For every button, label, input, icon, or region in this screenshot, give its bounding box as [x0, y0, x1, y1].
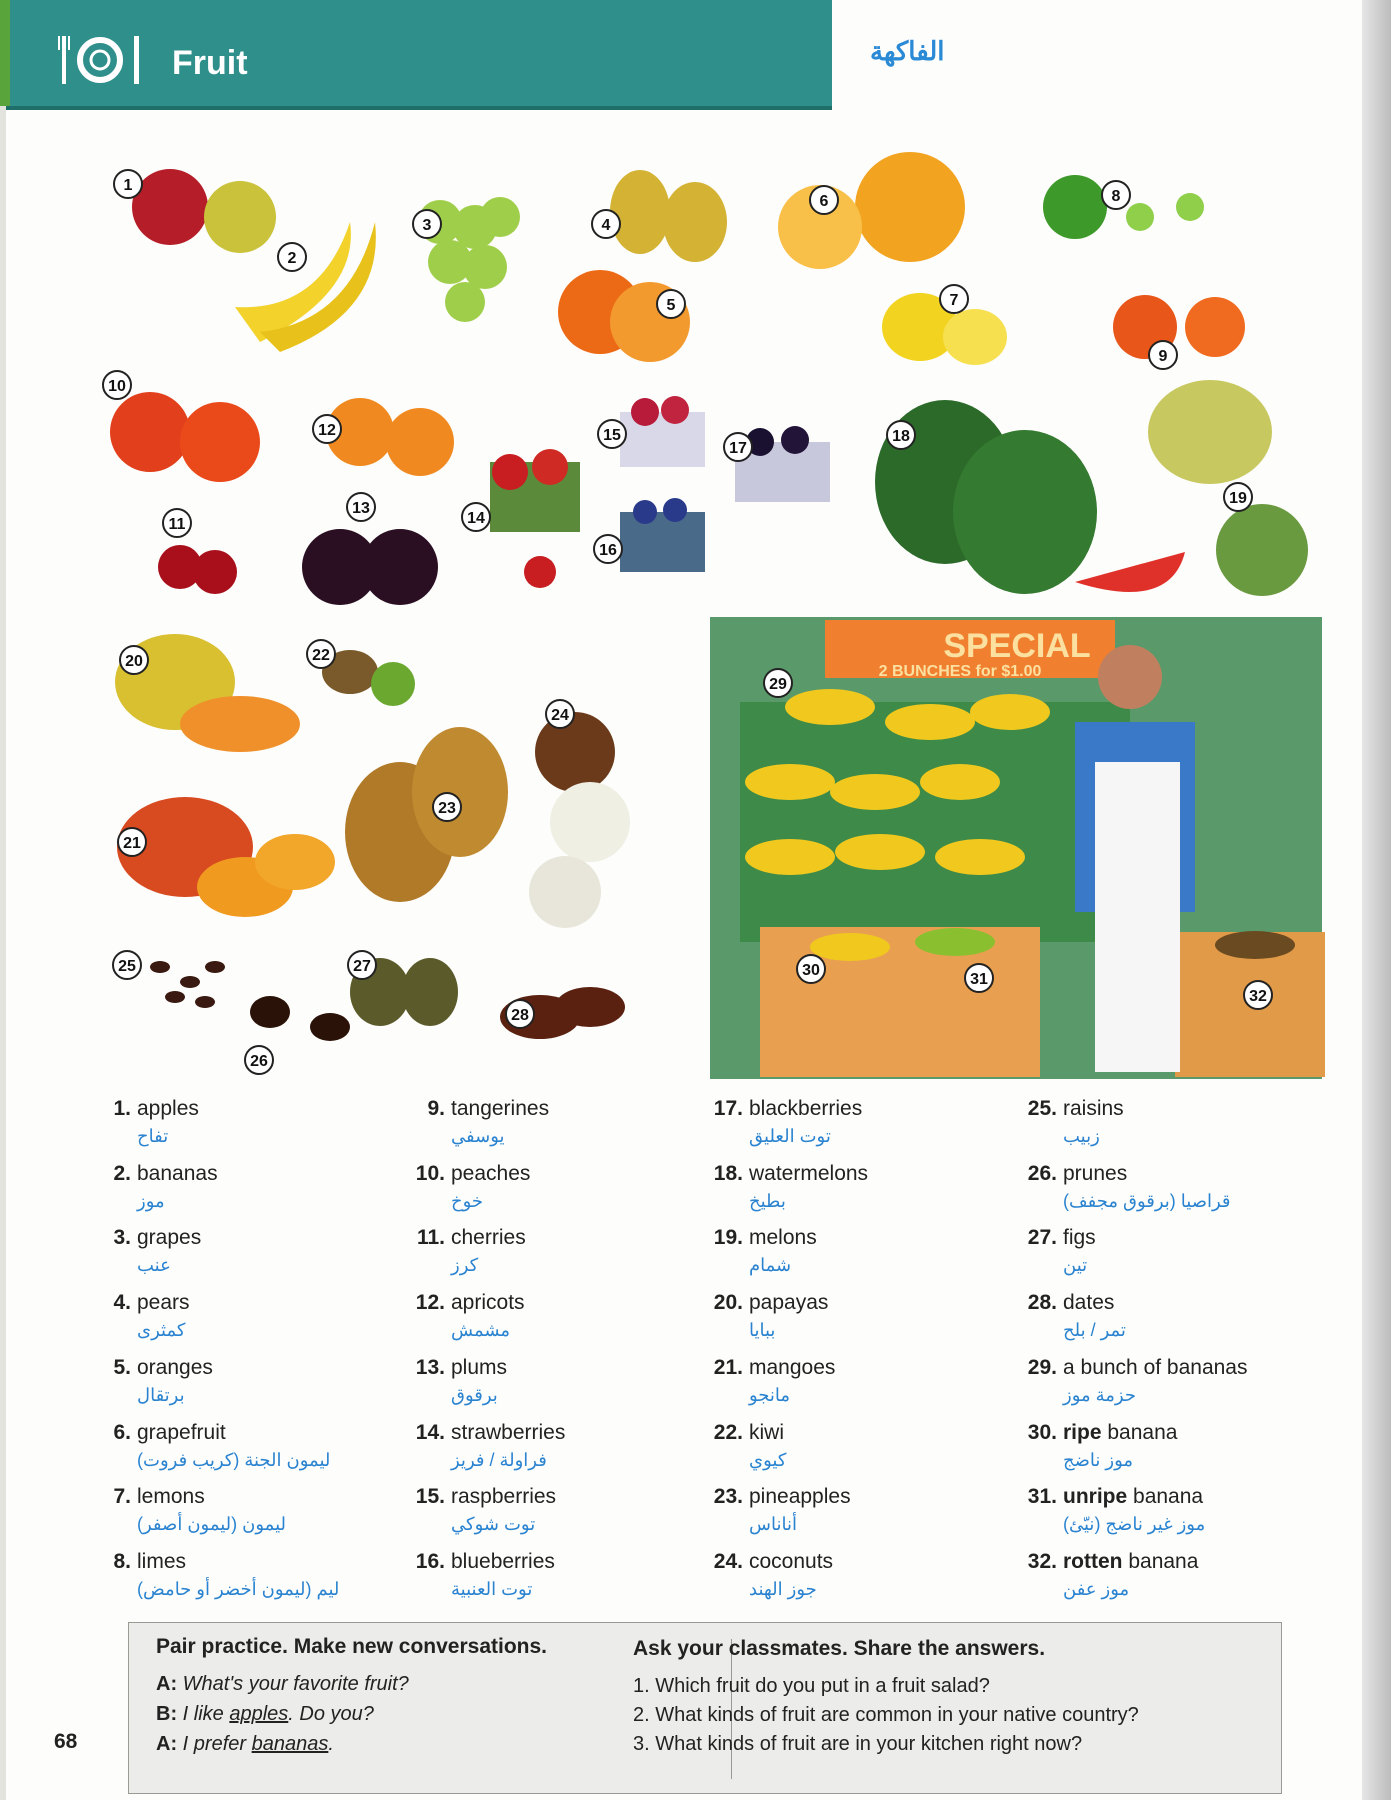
svg-text:20: 20 [125, 653, 143, 670]
mangoes-illustration [117, 797, 335, 917]
svg-text:16: 16 [599, 542, 617, 559]
word-english: banana [1107, 1420, 1178, 1444]
word-arabic: مشمش [451, 1320, 511, 1341]
grapefruit-illustration [778, 152, 965, 269]
word-arabic: ليمون (ليمون أصفر) [137, 1514, 286, 1535]
word-english: oranges [137, 1355, 213, 1379]
word-english: peaches [451, 1161, 531, 1185]
svg-text:23: 23 [438, 800, 456, 817]
word-number: 26. [1027, 1161, 1057, 1185]
word-arabic: توت العنبية [451, 1578, 533, 1599]
word-number: 13. [415, 1355, 445, 1379]
svg-text:29: 29 [769, 676, 787, 693]
word-arabic: برتقال [137, 1384, 185, 1405]
svg-text:9: 9 [1158, 348, 1168, 365]
word-english: blueberries [451, 1549, 555, 1573]
word-item [710, 1420, 786, 1473]
word-adjective: rotten [1063, 1549, 1123, 1573]
word-number: 29. [1027, 1355, 1057, 1379]
market-scene [710, 617, 1325, 1079]
word-arabic: حزمة موز [1063, 1384, 1136, 1405]
word-number: 23. [713, 1485, 743, 1509]
word-english: lemons [137, 1485, 205, 1509]
svg-text:4: 4 [601, 217, 611, 234]
dialog-line-a2: A: I prefer bananas. [156, 1733, 334, 1755]
word-arabic: تفاح [137, 1126, 169, 1146]
svg-text:7: 7 [949, 292, 959, 309]
word-item [412, 1355, 507, 1408]
word-number: 27. [1027, 1226, 1057, 1250]
word-item [98, 1290, 190, 1343]
word-number: 11. [416, 1226, 445, 1250]
word-english: melons [749, 1226, 817, 1250]
page-title: Fruit [172, 44, 248, 82]
raisins-illustration [150, 961, 225, 1008]
strawberries-illustration [490, 449, 580, 588]
word-item [412, 1225, 526, 1278]
word-english: a bunch of bananas [1063, 1355, 1248, 1379]
svg-text:13: 13 [352, 500, 370, 517]
word-item [710, 1290, 828, 1343]
svg-text:30: 30 [802, 962, 820, 979]
word-number: 21. [713, 1355, 743, 1379]
word-item [1024, 1420, 1177, 1473]
word-item [412, 1420, 565, 1473]
word-arabic: عنب [137, 1255, 171, 1276]
word-english: raspberries [451, 1485, 557, 1509]
word-english: figs [1063, 1226, 1096, 1250]
plums-illustration [302, 529, 438, 605]
word-arabic: موز [137, 1190, 165, 1211]
page-number: 68 [54, 1730, 78, 1753]
word-arabic: أناناس [749, 1514, 797, 1535]
svg-text:10: 10 [108, 378, 126, 395]
word-item [412, 1549, 555, 1602]
word-adjective: unripe [1063, 1485, 1128, 1509]
svg-text:19: 19 [1229, 490, 1247, 507]
svg-text:14: 14 [467, 510, 485, 527]
prunes-illustration [250, 996, 350, 1041]
word-item [710, 1161, 868, 1214]
word-item [98, 1484, 286, 1537]
word-item [1024, 1355, 1248, 1408]
word-number: 20. [713, 1291, 743, 1315]
tangerines-illustration [1113, 295, 1245, 359]
word-arabic: قراصيا (برقوق مجفف) [1063, 1190, 1231, 1211]
svg-text:32: 32 [1249, 988, 1267, 1005]
word-english: mangoes [749, 1355, 836, 1379]
word-item [98, 1420, 330, 1473]
ask-question-2: 2. What kinds of fruit are common in your native country? [633, 1704, 1139, 1726]
word-arabic: توت العليق [749, 1126, 831, 1146]
ask-question-3: 3. What kinds of fruit are in your kitchen right now? [633, 1733, 1083, 1755]
kiwi-illustration [322, 650, 415, 706]
word-item [98, 1096, 199, 1149]
word-item [412, 1484, 556, 1537]
word-arabic: مانجو [749, 1384, 791, 1405]
word-number: 4. [113, 1291, 131, 1315]
word-english: tangerines [451, 1097, 550, 1120]
word-number: 18. [713, 1161, 743, 1185]
word-arabic: ليمون الجنة (كريب فروت) [137, 1449, 331, 1470]
word-english: raisins [1063, 1097, 1124, 1120]
word-english: papayas [749, 1291, 829, 1315]
svg-text:27: 27 [353, 958, 371, 975]
word-item [412, 1096, 549, 1149]
dialog-line-b: B: I like apples. Do you? [156, 1703, 374, 1725]
crate-left [760, 927, 1040, 1077]
word-arabic: برقوق [451, 1384, 498, 1405]
ask-heading: Ask your classmates. Share the answers. [633, 1637, 1046, 1660]
word-number: 15. [415, 1485, 445, 1509]
fruit-illustration [0, 112, 1391, 1092]
word-item [1024, 1484, 1205, 1537]
word-number: 17. [713, 1097, 743, 1120]
practice-box [128, 1622, 1282, 1794]
word-number: 10. [415, 1161, 445, 1185]
ask-question-1: 1. Which fruit do you put in a fruit salad? [633, 1675, 990, 1697]
coconuts-illustration [529, 712, 630, 928]
svg-text:3: 3 [422, 217, 432, 234]
word-english: banana [1133, 1485, 1204, 1509]
word-arabic: موز ناضج [1063, 1449, 1134, 1470]
peaches-illustration [110, 392, 260, 482]
word-english: cherries [451, 1226, 526, 1250]
word-english: coconuts [749, 1549, 834, 1573]
word-english: dates [1063, 1291, 1115, 1315]
svg-text:1: 1 [123, 177, 133, 194]
blueberries-illustration [620, 498, 705, 572]
word-english: limes [137, 1549, 187, 1573]
word-number: 9. [427, 1097, 445, 1120]
word-arabic: موز غير ناضج (نيّئ) [1063, 1514, 1206, 1535]
header-bar [0, 0, 832, 110]
word-number: 7. [113, 1485, 131, 1509]
word-english: plums [451, 1355, 508, 1379]
word-english: bananas [137, 1161, 218, 1185]
word-english: watermelons [749, 1161, 869, 1185]
page-title-arabic: الفاكهة [870, 36, 945, 66]
word-arabic: بطيخ [749, 1190, 786, 1211]
plate-utensils-icon [58, 34, 148, 86]
svg-text:2: 2 [287, 250, 297, 267]
word-arabic: ليم (ليمون أخضر أو حامض) [137, 1578, 340, 1599]
svg-text:25: 25 [118, 958, 136, 975]
pineapples-illustration [345, 727, 508, 902]
svg-text:5: 5 [666, 297, 676, 314]
watermelons-illustration [875, 400, 1185, 594]
word-arabic: موز عفن [1063, 1578, 1130, 1599]
svg-text:12: 12 [318, 422, 336, 439]
sign-offer: 2 BUNCHES for $1.00 [878, 663, 1042, 680]
word-item [1024, 1161, 1231, 1214]
word-item [710, 1549, 833, 1602]
word-english: banana [1128, 1549, 1199, 1573]
word-arabic: زبيب [1063, 1126, 1100, 1146]
word-number: 25. [1027, 1097, 1057, 1120]
word-number: 28. [1027, 1291, 1057, 1315]
word-number: 30. [1027, 1420, 1057, 1444]
svg-text:24: 24 [551, 707, 569, 724]
word-english: pears [137, 1291, 190, 1315]
pair-practice-heading: Pair practice. Make new conversations. [156, 1635, 548, 1658]
apples-illustration [132, 169, 276, 253]
sign-special: SPECIAL [943, 627, 1091, 665]
word-item [710, 1355, 835, 1408]
word-arabic: شمام [749, 1255, 792, 1276]
word-adjective: ripe [1063, 1420, 1102, 1444]
pears-illustration [610, 170, 727, 262]
word-arabic: خوخ [451, 1190, 484, 1211]
word-english: prunes [1063, 1161, 1128, 1185]
word-number: 5. [113, 1355, 131, 1379]
word-arabic: كمثرى [137, 1320, 186, 1341]
word-number: 14. [415, 1420, 445, 1444]
dialog-line-a1: A: What's your favorite fruit? [156, 1673, 409, 1695]
word-number: 19. [713, 1226, 743, 1250]
svg-text:17: 17 [729, 440, 747, 457]
svg-text:8: 8 [1111, 188, 1121, 205]
word-english: grapes [137, 1226, 202, 1250]
word-arabic: ببايا [749, 1320, 776, 1341]
svg-text:18: 18 [892, 428, 910, 445]
word-item [710, 1484, 851, 1537]
svg-text:22: 22 [312, 647, 330, 664]
word-item [1024, 1290, 1126, 1343]
word-number: 1. [113, 1097, 131, 1120]
svg-text:26: 26 [250, 1053, 268, 1070]
word-number: 16. [415, 1549, 445, 1573]
word-english: pineapples [749, 1485, 851, 1509]
word-english: strawberries [451, 1420, 566, 1444]
word-arabic: جوز الهند [749, 1578, 817, 1599]
svg-text:28: 28 [511, 1007, 529, 1024]
word-arabic: فراولة / فريز [451, 1449, 547, 1470]
svg-text:6: 6 [819, 193, 829, 210]
word-number: 22. [713, 1420, 743, 1444]
word-item [98, 1549, 339, 1602]
svg-text:31: 31 [970, 971, 988, 988]
word-item [98, 1225, 201, 1278]
word-english: apples [137, 1097, 199, 1120]
word-item [1024, 1549, 1198, 1602]
word-english: blackberries [749, 1097, 863, 1120]
word-arabic: تمر / بلح [1063, 1320, 1126, 1341]
header-accent-strip [0, 0, 10, 106]
word-arabic: يوسفي [451, 1126, 505, 1146]
word-number: 6. [113, 1420, 131, 1444]
word-item [412, 1161, 530, 1214]
word-item [1024, 1225, 1096, 1278]
word-number: 32. [1027, 1549, 1057, 1573]
word-number: 8. [113, 1549, 131, 1573]
word-arabic: توت شوكي [451, 1514, 536, 1535]
svg-text:15: 15 [603, 427, 621, 444]
word-item [98, 1355, 213, 1408]
apricots-illustration [326, 398, 454, 476]
word-item [412, 1290, 525, 1343]
word-item [710, 1225, 817, 1278]
word-item [710, 1096, 862, 1149]
word-item [1024, 1096, 1124, 1149]
word-item [98, 1161, 218, 1214]
word-english: apricots [451, 1291, 525, 1315]
word-number: 31. [1027, 1485, 1057, 1509]
svg-text:11: 11 [168, 516, 186, 533]
svg-text:21: 21 [123, 835, 141, 852]
word-number: 24. [713, 1549, 743, 1573]
raspberries-illustration [620, 396, 705, 467]
word-arabic: كرز [451, 1255, 479, 1276]
word-number: 3. [113, 1226, 131, 1250]
word-number: 2. [113, 1161, 131, 1185]
cherries-illustration [158, 545, 237, 594]
word-arabic: كيوي [749, 1449, 787, 1470]
word-arabic: تين [1063, 1255, 1088, 1276]
word-english: kiwi [749, 1420, 784, 1444]
word-english: grapefruit [137, 1420, 226, 1444]
word-number: 12. [415, 1291, 445, 1315]
